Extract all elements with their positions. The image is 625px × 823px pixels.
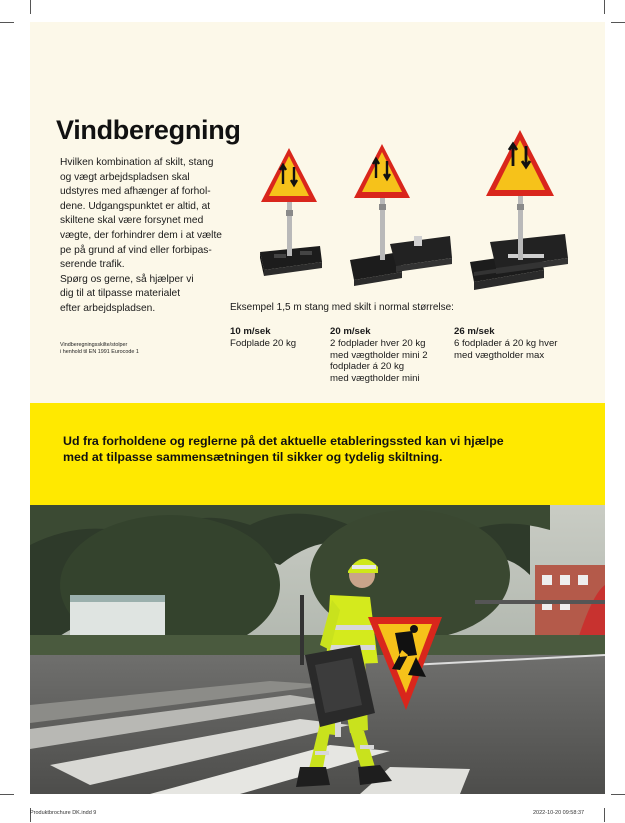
sign-stand-26ms [470,130,568,290]
crop-mark [0,22,14,23]
intro-paragraph [60,156,250,317]
intro-line: udstyres med afhænger af forhol- [60,186,211,198]
wind-column-26 [454,326,584,361]
brochure-page [30,22,605,794]
banner-line: Ud fra forholdene og reglerne på det aktuelle etableringssted kan vi hjælpe [63,434,504,448]
example-heading: Eksempel 1,5 m stang med skilt i normal størrelse: [230,302,454,313]
crop-mark [30,0,31,14]
crop-mark [611,22,625,23]
intro-line: vægte, der forhindrer dem i at vælte [60,229,222,241]
wind-spec-line: fodplader á 20 kg [330,361,405,373]
sign-stand-illustrations [250,112,570,297]
wind-column-10 [230,326,322,350]
crop-mark [604,0,605,14]
page-title: Vindberegning [56,115,241,145]
sign-stand-10ms [260,148,322,276]
intro-line: efter arbejdspladsen. [60,302,156,314]
standard-note [60,342,210,357]
note-line: i henhold til EN 1991 Eurocode 1 [60,349,139,356]
banner-line: med at tilpasse sammensætningen til sikker og tydelig skiltning. [63,450,443,465]
crop-mark [611,794,625,795]
intro-line: Hvilken kombination af skilt, stang [60,157,214,168]
intro-line: dig til at tilpasse materialet [60,288,181,300]
worker-photo [30,505,605,794]
intro-line: pe på grund af vind eller forbipas- [60,244,212,256]
wind-spec-line: 2 fodplader hver 20 kg [330,337,426,349]
wind-spec-line: med vægtholder mini 2 [330,349,428,361]
wind-spec-line: med vægtholder mini [330,373,420,385]
intro-line: skiltene skal være forsynet med [60,215,204,227]
footer-filename: Produktbrochure DK.indd 9 [30,810,97,816]
worker-photo-illustration [30,505,605,794]
footer-timestamp: 2022-10-20 09:58:37 [533,810,585,816]
wind-spec-line: 6 fodplader á 20 kg hver [454,337,558,349]
intro-line: Spørg os gerne, så hjælper vi [60,273,194,285]
wind-spec-line: med vægtholder max [454,349,545,361]
crop-mark [604,808,605,822]
crop-mark [0,794,14,795]
wind-column-20 [330,326,448,385]
banner-text [63,433,583,465]
wind-speed-label: 10 m/sek [230,326,271,337]
sign-stand-20ms [350,144,452,286]
intro-line: dene. Udgangspunktet er altid, at [60,200,211,212]
note-line: Vindberegningsskilte/stolper [60,342,128,348]
wind-spec-line: Fodplade 20 kg [230,337,297,349]
intro-line: serende trafik. [60,259,125,271]
intro-line: og vægt arbejdspladsen skal [60,171,190,183]
wind-speed-label: 20 m/sek [330,326,371,337]
wind-speed-label: 26 m/sek [454,326,495,337]
